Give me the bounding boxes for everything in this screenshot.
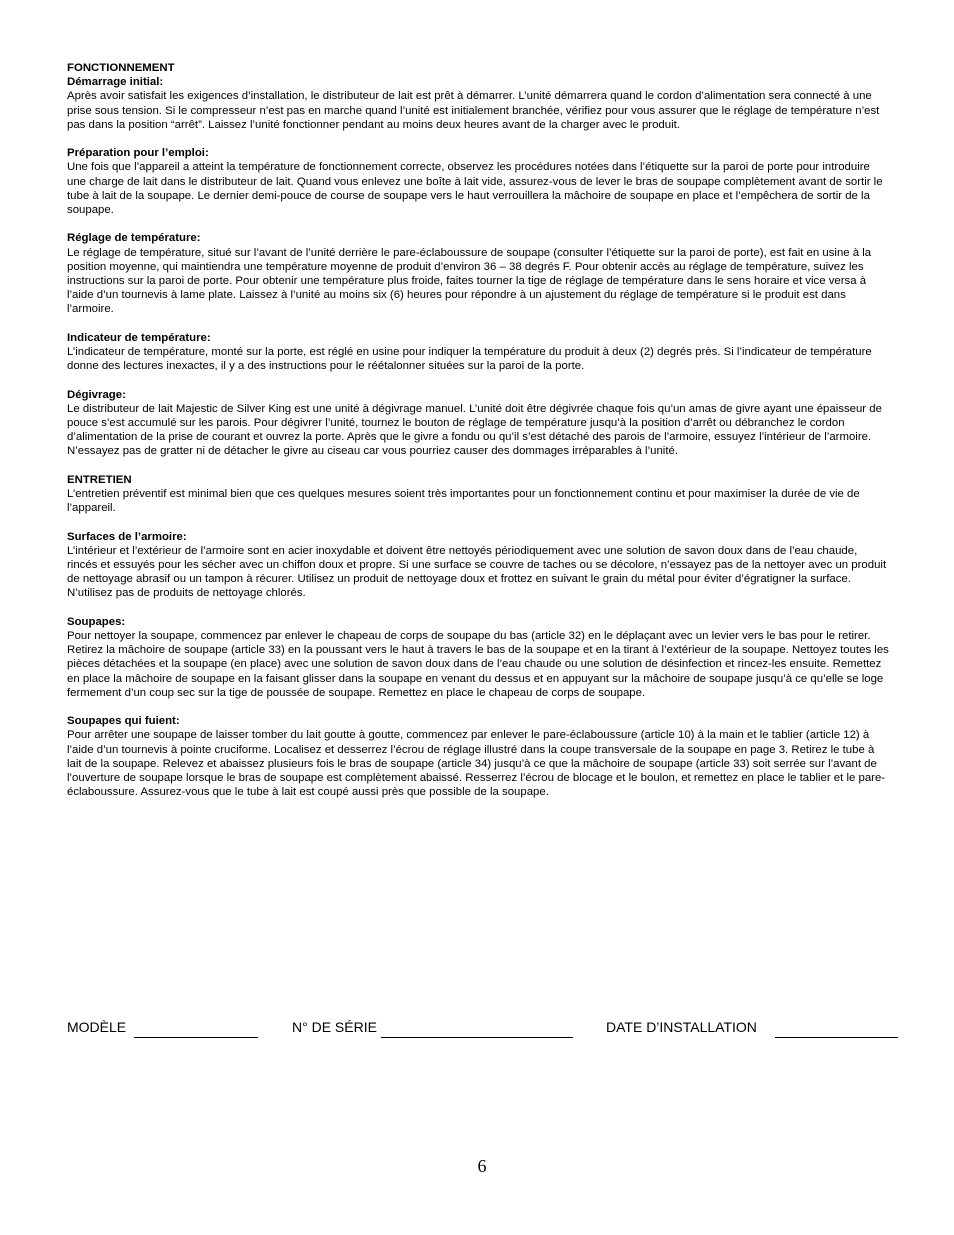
subsection-heading: Soupapes qui fuient: [67, 715, 180, 728]
section-intro: L’entretien préventif est minimal bien que ces quelques mesures soient très importantes pour un fonctionnement continu et pour maximiser la durée de vie de l’appareil. [67, 488, 860, 515]
install-date-label: DATE D’INSTALLATION [606, 1019, 757, 1035]
page-number: 6 [477, 1156, 487, 1176]
subsection-heading: Réglage de température: [67, 232, 201, 245]
section-fonctionnement [67, 61, 889, 459]
document-body [67, 61, 889, 814]
section-title: FONCTIONNEMENT [67, 62, 175, 74]
subsection-text: L’indicateur de température, monté sur la porte, est réglé en usine pour indiquer la température du produit à deux (2) degrés près. Si l’indicateur de température donne des lectures inexactes, il y a des instructions pour le réétalonner situées sur la paroi de la porte. [67, 346, 872, 373]
subsection-text: L’intérieur et l’extérieur de l’armoire sont en acier inoxydable et doivent être nettoyés périodiquement avec une solution de savon doux dans de l’eau chaude, rincés et essuyés pour les sécher avec un chiffon doux et propre. Si une surface se couvre de taches ou se décolore, n’essayez pas de la nettoyer avec un produit de nettoyage abrasif ou un tampon à récurer. Utilisez un produit de nettoyage doux et frottez en suivant le grain du métal pour éviter d’égratigner la surface. N’utilisez pas de produits de nettoyage chlorés. [67, 544, 887, 600]
subsection-heading: Démarrage initial: [67, 76, 164, 89]
installation-form-row [0, 1019, 954, 1041]
subsection-text: Le réglage de température, situé sur l’avant de l’unité derrière le pare-éclaboussure de soupape (consulter l’étiquette sur la paroi de porte), est fait en usine à la position moyenne, qui maintiendra une température moyenne de produit d’environ 36 – 38 degrés F. Pour obtenir accès au réglage de température, suivez les instructions sur la paroi de porte. Pour obtenir une température plus froide, faites tourner la tige de réglage de température dans le sens horaire et vice versa à l’aide d’un tournevis à lame plate. Laissez à l’unité au moins six (6) heures pour répondre à un ajustement du réglage de température si le produit est dans l’armoire. [67, 246, 872, 316]
subsection-heading: Préparation pour l’emploi: [67, 147, 209, 160]
section-entretien [67, 473, 889, 800]
section-title: ENTRETIEN [67, 473, 132, 486]
subsection-text: Le distributeur de lait Majestic de Silver King est une unité à dégivrage manuel. L’unité doit être dégivrée chaque fois qu’un amas de givre ayant une épaisseur de pouce s’est accumulé sur les parois. Pour dégivrer l’unité, tournez le bouton de réglage de température jusqu’à la position d’arrêt ou débranchez le cordon d’alimentation de la prise de courant et ouvrez la porte. Après que le givre a fondu ou qu’il s’est détaché des parois de l’armoire, essuyez l’intérieur de l’armoire. N’essayez pas de gratter ni de détacher le givre au ciseau car vous pourriez causer des dommages irréparables à l’unité. [67, 402, 882, 458]
model-label: MODÈLE [67, 1019, 127, 1035]
subsection-heading: Surfaces de l’armoire: [67, 530, 187, 543]
serial-field-line[interactable] [381, 1037, 573, 1038]
model-field-line[interactable] [134, 1037, 258, 1038]
subsection-text: Pour nettoyer la soupape, commencez par enlever le chapeau de corps de soupape du bas (article 32) en le déplaçant avec un levier vers le bas pour le retirer. Retirez la mâchoire de soupape (article 33) en la poussant vers le haut à travers le bas de la soupape et en la tirant à l’extérieur de la soupape. Nettoyez toutes les pièces détachées et la soupape (en place) avec une solution de savon doux dans de l’eau chaude ou une solution de désinfection et rincez-les ensuite. Remettez en place la mâchoire de soupape en la faisant glisser dans la soupape en venant du dessus et en appuyant sur la mâchoire de soupape jusqu’à ce qu’elle se loge fermement d’un coup sec sur la tige de poussée de soupape. Remettez en place le chapeau de corps de soupape. [67, 630, 889, 699]
subsection-text: Après avoir satisfait les exigences d’installation, le distributeur de lait est prêt à démarrer. L’unité démarrera quand le cordon d’alimentation sera connecté à une prise sous tension. Si le compresseur n’est pas en marche quand l’unité est initialement branchée, vérifiez pour vous assurer que le réglage de température n’est pas dans la position “arrêt”. Laissez l’unité fonctionner pendant au moins deux heures avant de la charger avec le produit. [67, 90, 880, 131]
subsection-heading: Indicateur de température: [67, 331, 211, 344]
subsection-heading: Soupapes: [67, 615, 126, 628]
install-date-field-line[interactable] [775, 1037, 898, 1038]
subsection-heading: Dégivrage: [67, 388, 126, 401]
subsection-text: Pour arrêter une soupape de laisser tomber du lait goutte à goutte, commencez par enlever le pare-éclaboussure (article 10) à la main et le tablier (article 12) à l’aide d’un tournevis à pointe cruciforme. Localisez et desserrez l’écrou de réglage illustré dans la coupe transversale de la soupape en page 3. Retirez le tube à lait de la soupape. Relevez et abaissez plusieurs fois le bras de soupape (article 34) jusqu’à ce que la mâchoire de soupape (article 33) soit serrée sur l’avant de l’ouverture de soupape lorsque le bras de soupape est complètement abaissé. Resserrez l’écrou de blocage et le boulon, et remettez en place le tablier et le pare-éclaboussure. Assurez-vous que le tube à lait est coupé aussi près que possible de la soupape. [67, 729, 886, 799]
serial-label: N° DE SÉRIE [292, 1019, 377, 1035]
subsection-text: Une fois que l’appareil a atteint la température de fonctionnement correcte, observez les procédures notées dans l’étiquette sur la paroi de porte pour introduire une charge de lait dans le distributeur de lait. Quand vous enlevez une boîte à lait vide, assurez-vous de lever le bras de soupape complètement avant de sortir le tube à lait de la soupape. Le dernier demi-pouce de course de soupape vers le haut verrouillera la mâchoire de soupape en place et l’empêchera de sortir de la soupape. [67, 161, 883, 217]
